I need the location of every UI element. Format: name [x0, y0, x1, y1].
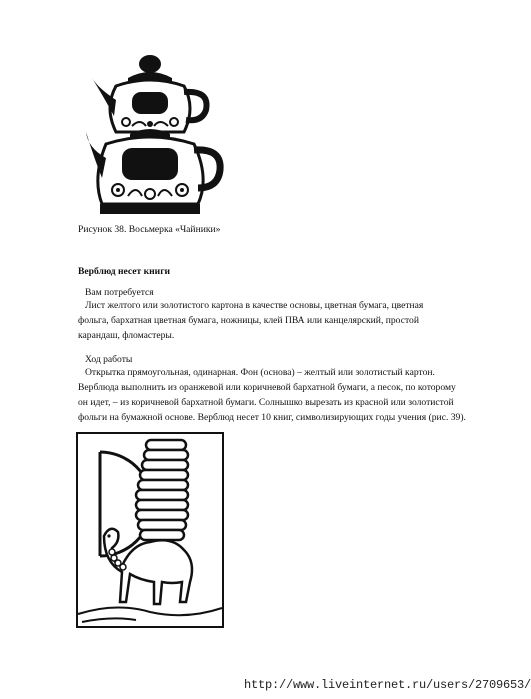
- materials-heading: Вам потребуется: [85, 287, 154, 298]
- work-heading: Ход работы: [85, 354, 133, 365]
- teapots-figure: [88, 48, 228, 218]
- section-title: Верблюд несет книги: [78, 266, 171, 277]
- source-url[interactable]: http://www.liveinternet.ru/users/2709653/: [244, 678, 531, 692]
- figure-caption: Рисунок 38. Восьмерка «Чайники»: [78, 224, 221, 235]
- work-paragraph: Открытка прямоугольная, одинарная. Фон (основа) – желтый или золотистый картон. Верблюда выполнить из оранжевой или коричневой бархатной бумаги, а песок, по которому он идет, – из коричневой бархатной бумаги. Солнышко вырезать из красной или золотистой фольги на бумажной основе. Верблюд несет 10 книг, символизирующих годы учения (рис. 39).: [78, 367, 466, 423]
- camel-figure: [76, 432, 224, 628]
- materials-paragraph: Лист желтого или золотистого картона в качестве основы, цветная бумага, цветная фольга, бархатная цветная бумага, ножницы, клей ПВА или канцелярский, простой карандаш, фломастеры.: [78, 300, 424, 341]
